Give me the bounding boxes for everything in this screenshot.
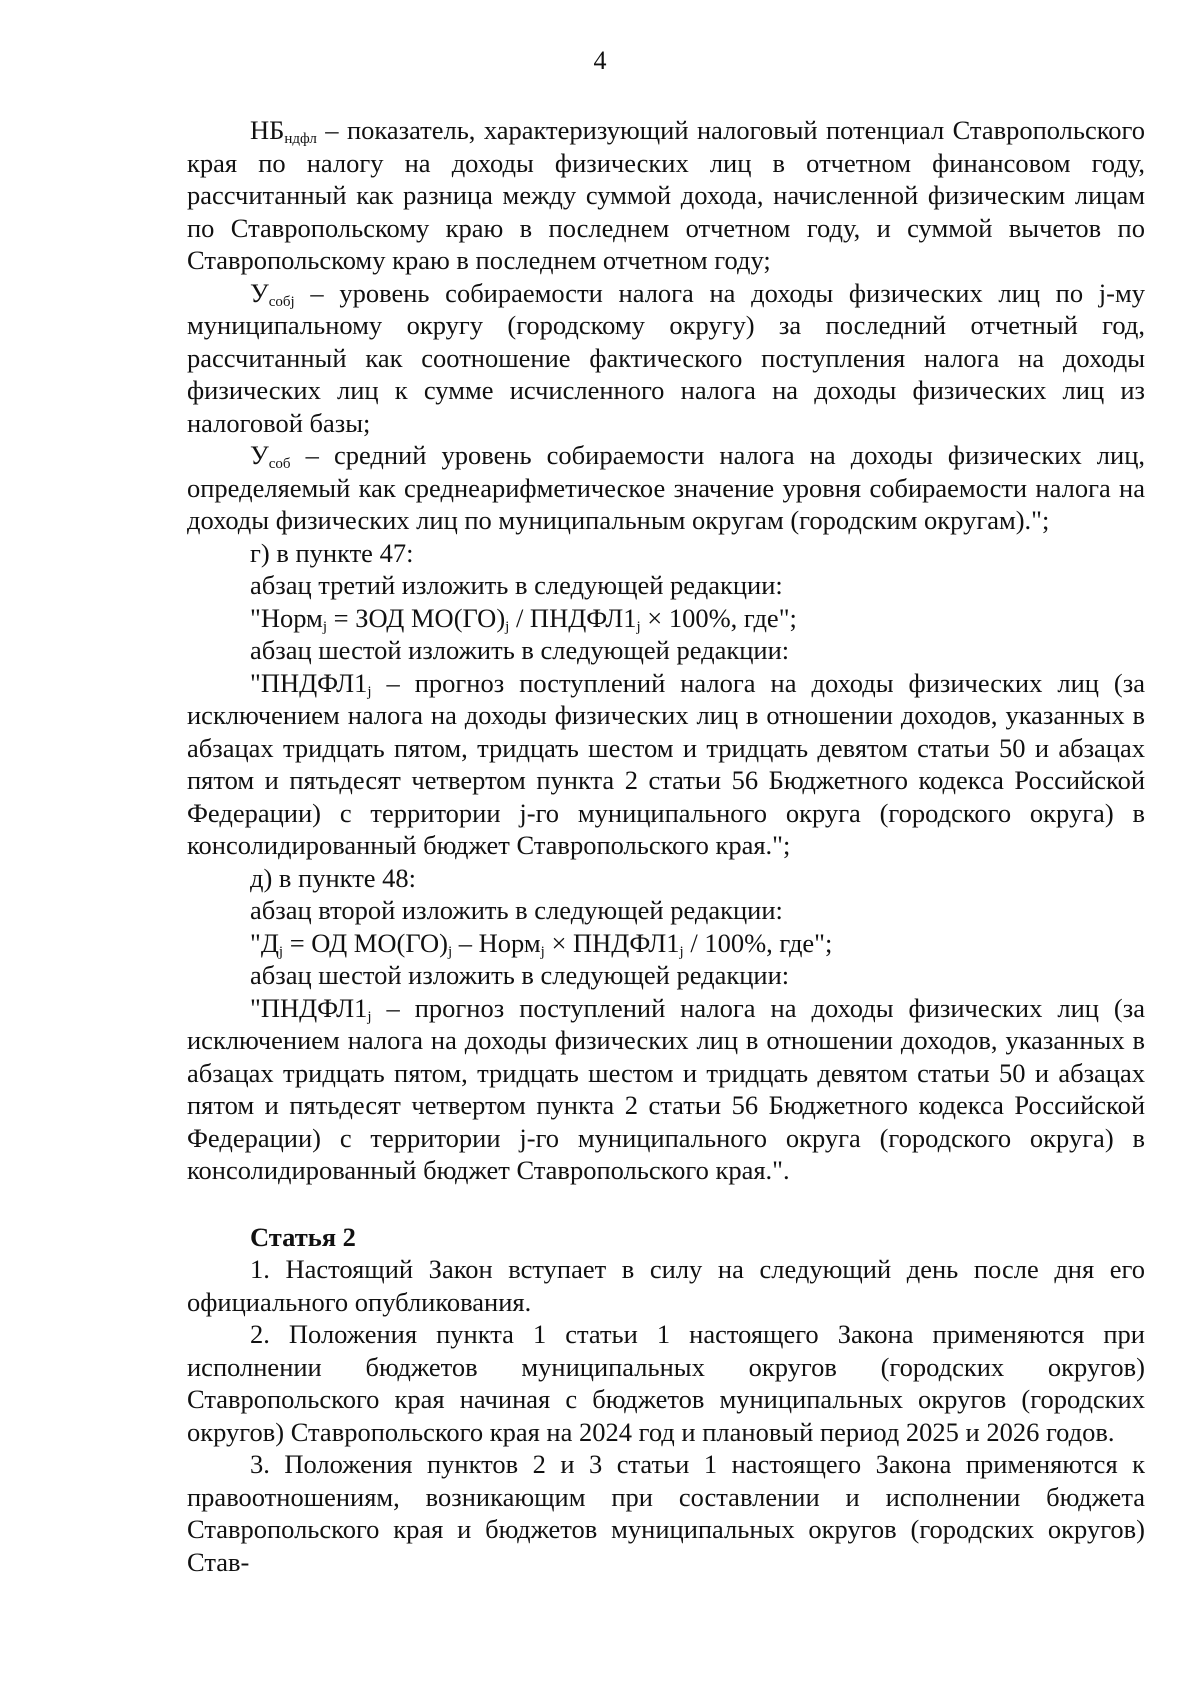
page-number: 4 <box>593 46 607 75</box>
article-2-heading: Статья 2 <box>250 1221 356 1252</box>
article-2-item: 3. Положения пунктов 2 и 3 статьи 1 настоящего Закона применяются к правоотношениям, возникающим при составлении и исполнении бюджета Ставропольского края и бюджетов муниципальных округов (городских округов) Став- <box>187 1449 1145 1577</box>
article-2-item: 1. Настоящий Закон вступает в силу на следующий день после дня его официального опубликования. <box>187 1254 1145 1317</box>
point-47-para6-intro: абзац шестой изложить в следующей редакции: <box>250 635 790 665</box>
definition-usobj: $У_{собj}$ – уровень собираемости налога на доходы физических лиц по j-му муниципальному округу (городскому округу) за последний отчетный год, рассчитанный как соотношение фактического поступления налога на доходы физических лиц к сумме исчисленного налога на доходы физических лиц из налоговой базы; <box>187 277 1145 438</box>
point-47-pndfl-definition: "$ПНДФЛ1_j$ – прогноз поступлений налога на доходы физических лиц (за исключением налога на доходы физических лиц в отношении доходов, указанных в абзацах тридцать пятом, тридцать шестом и тридцать девятом статьи 50 и абзацах пятом и пятьдесят четвертом пункта 2 статьи 56 Бюджетного кодекса Российской Федерации) с территории j-го муниципального округа (городского округа) в консолидированный бюджет Ставропольского края."; <box>187 667 1145 860</box>
point-48-pndfl-definition: "$ПНДФЛ1_j$ – прогноз поступлений налога на доходы физических лиц (за исключением налога на доходы физических лиц в отношении доходов, указанных в абзацах тридцать пятом, тридцать шестом и тридцать девятом статьи 50 и абзацах пятом и пятьдесят четвертом пункта 2 статьи 56 Бюджетного кодекса Российской Федерации) с территории j-го муниципального округа (городского округа) в консолидированный бюджет Ставропольского края.". <box>187 992 1145 1185</box>
article-2-item: 2. Положения пункта 1 статьи 1 настоящего Закона применяются при исполнении бюджетов муниципальных округов (городских округов) Ставропольского края начиная с бюджетов муниципальных округов (городских округов) Ставропольского края на 2024 год и плановый период 2025 и 2026 годов. <box>187 1319 1145 1447</box>
point-47-para3-intro: абзац третий изложить в следующей редакции: <box>250 570 783 600</box>
point-47-heading: г) в пункте 47: <box>250 537 414 568</box>
point-47-formula: "Норм$_j$ = ЗОД $МО(ГО)_j$ / $ПНДФЛ1_j \times 100\%$, где"; <box>250 602 797 635</box>
definition-usob: $У_{соб}$ – средний уровень собираемости налога на доходы физических лиц, определяемый как среднеарифметическое значение уровня собираемости налога на доходы физических лиц по муниципальным округам (городским округам)."; <box>187 440 1145 535</box>
point-48-para6-intro: абзац шестой изложить в следующей редакции: <box>250 960 790 990</box>
definition-nb: $НБ_{ндфл}$ – показатель, характеризующий налоговый потенциал Ставропольского края по налогу на доходы физических лиц в отчетном финансовом году, рассчитанный как разница между суммой дохода, начисленной физическим лицам по Ставропольскому краю в последнем отчетном году, и суммой вычетов по Ставропольскому краю в последнем отчетном году; <box>187 115 1145 275</box>
document-body <box>187 114 1145 1578</box>
point-48-formula: "$Д_j$ = ОД $МО(ГО)_j$ – Норм$_j$ × $ПНДФЛ1_j / 100\%$, где"; <box>250 927 833 960</box>
point-48-para2-intro: абзац второй изложить в следующей редакции: <box>250 895 783 925</box>
point-48-heading: д) в пункте 48: <box>250 862 417 893</box>
